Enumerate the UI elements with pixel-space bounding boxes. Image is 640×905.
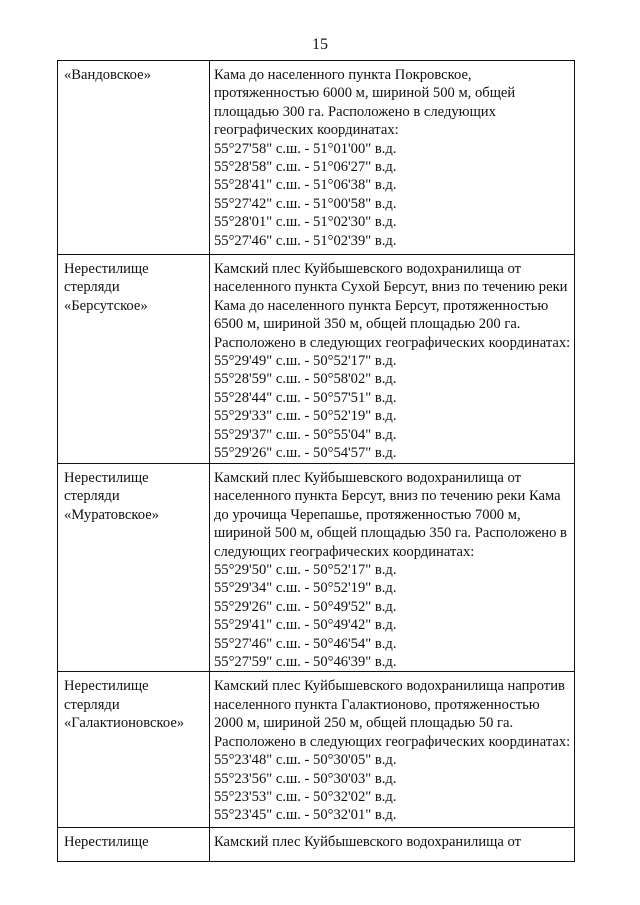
coordinate-line: 55°23'48" с.ш. - 50°30'05" в.д. [214,752,397,769]
description-line: Кама до населенного пункта Покровское, [214,67,472,83]
site-name-line: «Муратовское» [64,506,159,523]
site-name-line: стерляди [64,696,120,713]
site-name-line: Нерестилище [64,834,149,851]
description-line: населенного пункта Сухой Берсут, вниз по течению реки [214,279,568,296]
coordinate-line: 55°27'58" с.ш. - 51°01'00" в.д. [214,140,397,157]
site-name-line: стерляди [64,488,120,505]
description-line: до урочища Черепашье, протяженностью 7000 м, [214,506,521,523]
coordinate-line: 55°29'37" с.ш. - 50°55'04" в.д. [214,426,397,443]
description-line: Камский плес Куйбышевского водохранилища от [214,261,521,277]
description-line: Кама до населенного пункта Берсут, протяженностью [214,297,549,314]
description-line: Расположено в следующих географических координатах: [214,733,571,750]
spawning-grounds-table [57,60,575,862]
coordinate-line: 55°27'46" с.ш. - 50°46'54" в.д. [214,635,397,652]
description-line: Расположено в следующих географических координатах: [214,334,571,351]
site-name-line: Нерестилище [64,470,149,486]
coordinate-line: 55°29'41" с.ш. - 50°49'42" в.д. [214,617,397,634]
description-line: 6500 м, шириной 350 м, общей площадью 200 га. [214,316,521,333]
coordinate-line: 55°29'33" с.ш. - 50°52'19" в.д. [214,408,397,425]
coordinate-line: 55°28'01" с.ш. - 51°02'30" в.д. [214,214,397,231]
table-row [58,255,575,464]
coordinate-line: 55°28'59" с.ш. - 50°58'02" в.д. [214,371,397,388]
site-description-cell [210,61,575,255]
coordinate-line: 55°27'59" с.ш. - 50°46'39" в.д. [214,654,397,671]
description-line: площадью 300 га. Расположено в следующих [214,103,496,120]
site-name-line: «Вандовское» [64,67,151,83]
description-line: протяженностью 6000 м, шириной 500 м, общей [214,85,516,102]
table-row [58,464,575,672]
table-row [58,61,575,255]
site-name-cell [58,61,210,255]
site-name-line: стерляди [64,279,120,296]
site-name-line: Нерестилище [64,678,149,695]
coordinate-line: 55°27'42" с.ш. - 51°00'58" в.д. [214,195,397,212]
coordinate-line: 55°23'45" с.ш. - 50°32'01" в.д. [214,807,397,824]
site-description-cell [210,255,575,464]
site-description-cell [210,828,575,862]
coordinate-line: 55°23'53" с.ш. - 50°32'02" в.д. [214,788,397,805]
coordinate-line: 55°29'50" с.ш. - 50°52'17" в.д. [214,562,397,579]
description-line: Камский плес Куйбышевского водохранилища напротив [214,678,565,695]
description-line: населенного пункта Галактионово, протяженностью [214,696,540,713]
coordinate-line: 55°29'34" с.ш. - 50°52'19" в.д. [214,580,397,597]
table-row [58,828,575,862]
table-body [58,61,575,862]
table-row [58,672,575,828]
site-name-cell [58,255,210,464]
site-name-line: Нерестилище [64,261,149,277]
coordinate-line: 55°28'44" с.ш. - 50°57'51" в.д. [214,389,397,406]
description-line: следующих географических координатах: [214,543,475,560]
page-number: 15 [312,36,328,53]
site-name-cell [58,828,210,862]
site-description-cell [210,672,575,828]
coordinate-line: 55°29'26" с.ш. - 50°54'57" в.д. [214,445,397,462]
description-line: населенного пункта Берсут, вниз по течению реки Кама [214,488,561,505]
site-name-cell [58,672,210,828]
coordinate-line: 55°29'49" с.ш. - 50°52'17" в.д. [214,353,397,370]
site-name-line: «Берсутское» [64,297,148,314]
site-name-cell [58,464,210,672]
description-line: Камский плес Куйбышевского водохранилища от [214,470,521,486]
coordinate-line: 55°27'46" с.ш. - 51°02'39" в.д. [214,232,397,249]
description-line: 2000 м, шириной 250 м, общей площадью 50 га. [214,715,514,732]
coordinate-line: 55°23'56" с.ш. - 50°30'03" в.д. [214,770,397,787]
description-line: шириной 500 м, общей площадью 350 га. Расположено в [214,525,567,542]
coordinate-line: 55°28'41" с.ш. - 51°06'38" в.д. [214,177,397,194]
coordinate-line: 55°28'58" с.ш. - 51°06'27" в.д. [214,159,397,176]
site-name-line: «Галактионовское» [64,715,185,732]
site-description-cell [210,464,575,672]
description-line: географических координатах: [214,122,399,139]
description-line: Камский плес Куйбышевского водохранилища от [214,834,521,851]
coordinate-line: 55°29'26" с.ш. - 50°49'52" в.д. [214,598,397,615]
